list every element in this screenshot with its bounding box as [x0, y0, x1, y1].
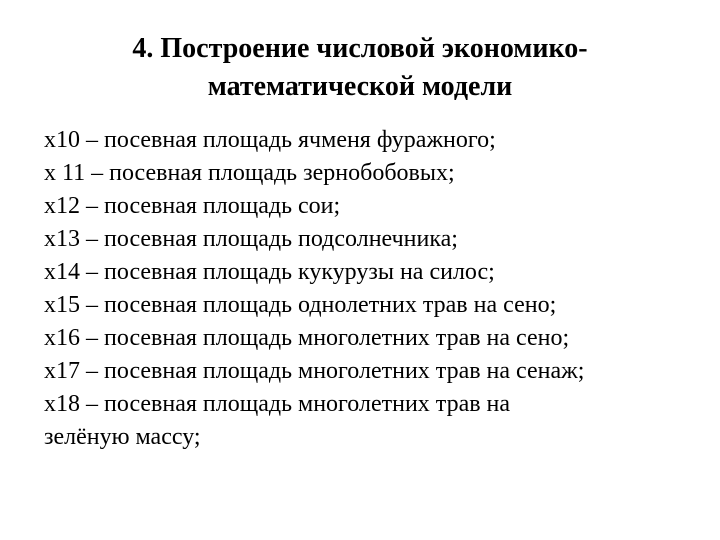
list-item: x16 – посевная площадь многолетних трав на сено; [44, 325, 570, 351]
list-item-last-line-2: зелёную массу; [44, 424, 201, 450]
list-item: x10 – посевная площадь ячменя фуражного; [44, 127, 496, 153]
list-item: x13 – посевная площадь подсолнечника; [44, 226, 458, 252]
list-item: x12 – посевная площадь сои; [44, 193, 341, 219]
slide-title [60, 30, 660, 106]
list-item: x14 – посевная площадь кукурузы на силос; [44, 259, 495, 285]
title-line-1: 4. Построение числовой экономико- [132, 33, 588, 64]
list-item-last [44, 388, 630, 454]
list-item: x17 – посевная площадь многолетних трав на сенаж; [44, 358, 585, 384]
list-item: x 11 – посевная площадь зернобобовых; [44, 160, 455, 186]
list-item: x15 – посевная площадь однолетних трав на сено; [44, 292, 557, 318]
list-item-last-line-1: x18 – посевная площадь многолетних трав на [44, 391, 511, 417]
variable-list [44, 124, 704, 454]
title-line-2: математической модели [207, 71, 513, 102]
